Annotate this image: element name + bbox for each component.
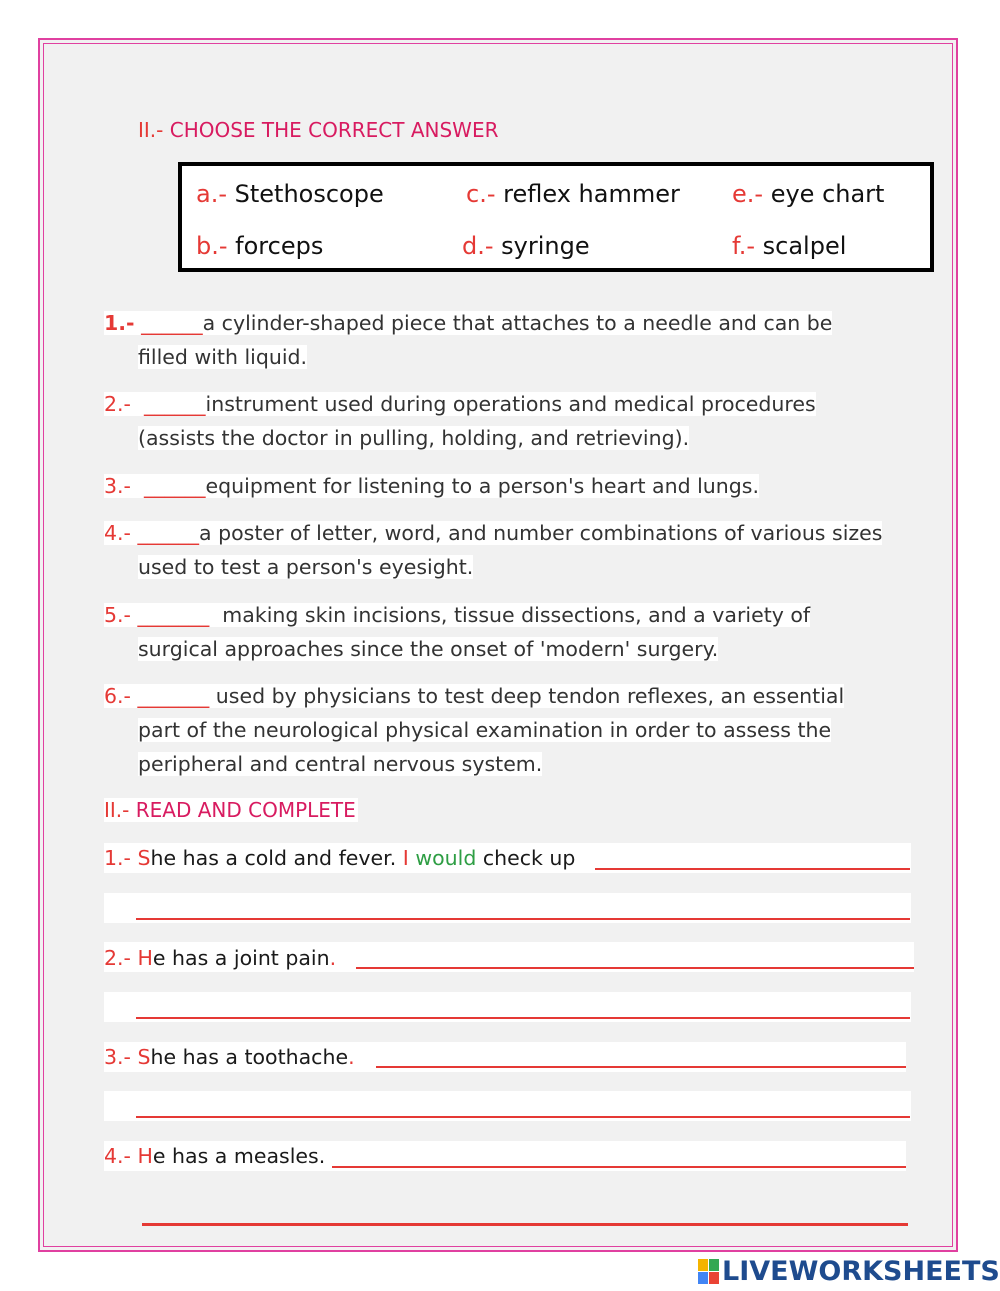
answer-underline[interactable]	[376, 1066, 906, 1068]
logo-text: LIVEWORKSHEETS	[722, 1256, 1000, 1287]
option-a	[196, 180, 384, 208]
answer-blank[interactable]: ______	[141, 311, 203, 335]
option-word: reflex hammer	[503, 180, 680, 208]
option-c	[466, 180, 680, 208]
answer-blank[interactable]: ______	[137, 521, 199, 545]
option-letter: f.-	[732, 232, 755, 260]
question-number: 3.-	[104, 474, 131, 498]
answer-underline[interactable]	[136, 918, 910, 920]
option-letter: a.-	[196, 180, 227, 208]
sentence-text: I	[402, 846, 409, 870]
question-text: used to test a person's eyesight.	[138, 555, 474, 579]
sentence-initial: H	[137, 946, 153, 970]
option-word: scalpel	[762, 232, 847, 260]
question-1	[104, 306, 904, 374]
question-3	[104, 469, 924, 503]
question-4	[104, 516, 954, 584]
question-number: 1.-	[104, 311, 135, 335]
option-letter: e.-	[732, 180, 764, 208]
question-text: making skin incisions, tissue dissections, and a variety of	[215, 603, 811, 627]
question-text: (assists the doctor in pulling, holding, and retrieving).	[138, 426, 690, 450]
answer-blank[interactable]: ______	[144, 392, 206, 416]
question-number: 4.-	[104, 521, 131, 545]
sentence-number: 4.-	[104, 1144, 131, 1168]
option-word: syringe	[501, 232, 590, 260]
question-2	[104, 387, 924, 455]
sentence-initial: H	[137, 1144, 153, 1168]
answer-underline[interactable]	[136, 1116, 910, 1118]
section-heading-read	[104, 798, 358, 822]
sentence-4	[104, 1144, 325, 1168]
sentence-2	[104, 946, 336, 970]
answer-blank[interactable]: _______	[137, 603, 210, 627]
sentence-text: e has a joint pain	[152, 946, 330, 970]
question-text: a cylinder-shaped piece that attaches to a needle and can be	[202, 311, 833, 335]
option-letter: c.-	[466, 180, 496, 208]
sentence-number: 2.-	[104, 946, 131, 970]
question-5	[104, 598, 924, 666]
question-number: 2.-	[104, 392, 131, 416]
option-letter: d.-	[462, 232, 494, 260]
question-text: surgical approaches since the onset of 'modern' surgery.	[138, 637, 719, 661]
answer-underline[interactable]	[595, 868, 910, 870]
section-number: II.-	[104, 798, 130, 822]
sentence-number: 1.-	[104, 846, 131, 870]
option-b	[196, 232, 323, 260]
liveworksheets-logo	[698, 1255, 998, 1287]
section-title: READ AND COMPLETE	[135, 798, 356, 822]
liveworksheets-logo-icon	[698, 1259, 720, 1285]
answer-underline[interactable]	[332, 1166, 906, 1168]
option-e	[732, 180, 884, 208]
question-text: equipment for listening to a person's heart and lungs.	[205, 474, 760, 498]
question-text: filled with liquid.	[138, 345, 308, 369]
question-text: instrument used during operations and medical procedures	[205, 392, 816, 416]
section-number: II.-	[138, 118, 164, 142]
question-text: used by physicians to test deep tendon reflexes, an essential	[215, 684, 845, 708]
sentence-text: .	[329, 946, 337, 970]
sentence-number: 3.-	[104, 1045, 131, 1069]
answer-blank[interactable]: ______	[144, 474, 206, 498]
answer-underline[interactable]	[142, 1223, 908, 1226]
answer-underline[interactable]	[356, 967, 914, 969]
sentence-3	[104, 1045, 355, 1069]
section-heading-choose	[138, 118, 498, 142]
sentence-text: check up	[482, 846, 576, 870]
option-word: forceps	[235, 232, 324, 260]
question-text: part of the neurological physical examination in order to assess the	[138, 718, 832, 742]
answer-underline[interactable]	[136, 1017, 910, 1019]
section-title: CHOOSE THE CORRECT ANSWER	[169, 118, 499, 142]
option-word: Stethoscope	[234, 180, 384, 208]
option-f	[732, 232, 846, 260]
answer-options-box	[178, 162, 934, 272]
sentence-text: would	[415, 846, 477, 870]
question-text: a poster of letter, word, and number combinations of various sizes	[199, 521, 883, 545]
question-text: peripheral and central nervous system.	[138, 752, 543, 776]
option-letter: b.-	[196, 232, 228, 260]
sentence-text: he has a toothache	[150, 1045, 349, 1069]
answer-blank[interactable]: _______	[137, 684, 210, 708]
sentence-1	[104, 846, 575, 870]
option-word: eye chart	[770, 180, 885, 208]
question-6	[104, 679, 924, 781]
sentence-text: he has a cold and fever.	[150, 846, 403, 870]
sentence-initial: S	[137, 1045, 151, 1069]
sentence-text: .	[348, 1045, 355, 1069]
option-d	[462, 232, 590, 260]
question-number: 5.-	[104, 603, 131, 627]
question-number: 6.-	[104, 684, 131, 708]
sentence-initial: S	[137, 846, 151, 870]
sentence-text: e has a measles.	[152, 1144, 326, 1168]
